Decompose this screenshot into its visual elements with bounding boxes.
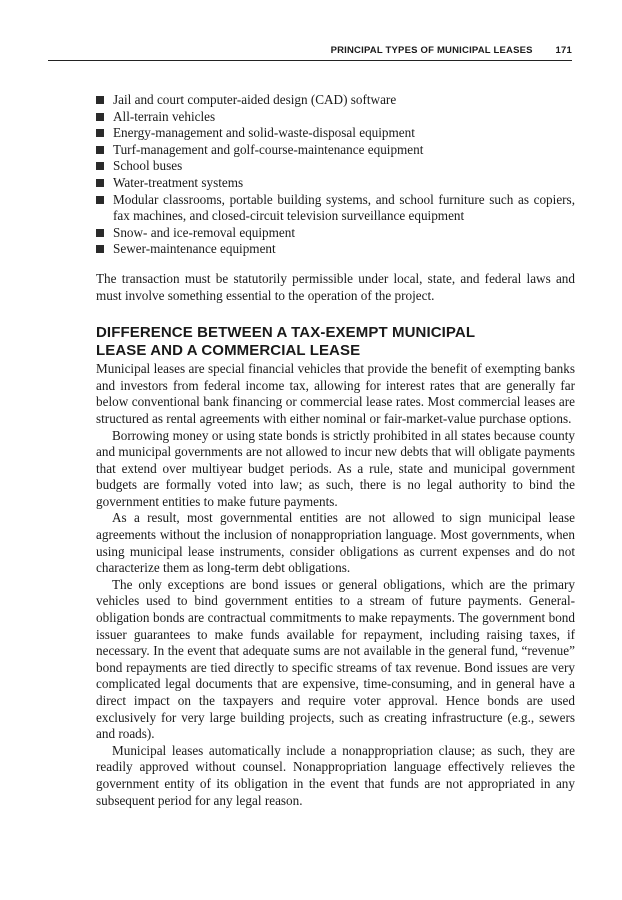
list-item: Jail and court computer-aided design (CAD) software <box>96 92 575 109</box>
section-heading: DIFFERENCE BETWEEN A TAX-EXEMPT MUNICIPAL LEASE AND A COMMERCIAL LEASE <box>96 324 475 359</box>
page-number: 171 <box>555 45 572 56</box>
body-paragraph: The only exceptions are bond issues or general obligations, which are the primary vehicles used to bind government entities to a stream of future payments. General-obligation bonds are contractual commitments to make repayments. The government bond issuer guarantees to make funds available for repayment, including raising taxes, if necessary. In the event that adequate sums are not available in the general fund, “revenue” bond repayments are tied directly to specific streams of tax revenue. Bond issues are very complicated legal documents that are expensive, time-consuming, and in general have a direct impact on the taxpayers and require voter approval. Hence bonds are used exclusively for very large building projects, such as creating infrastructure (e.g., sewers and roads). <box>96 576 575 742</box>
bullet-square-icon <box>96 113 104 121</box>
running-title: PRINCIPAL TYPES OF MUNICIPAL LEASES <box>330 45 533 56</box>
equipment-list <box>96 92 575 258</box>
bullet-square-icon <box>96 96 104 104</box>
bullet-square-icon <box>96 162 104 170</box>
body-paragraph: Municipal leases automatically include a nonappropriation clause; as such, they are readily approved without counsel. Nonappropriation language effectively relieves the government entity of its obligation in the event that funds are not appropriated in any subsequent period for any legal reason. <box>96 742 575 808</box>
list-item: School buses <box>96 158 575 175</box>
list-item: Water-treatment systems <box>96 175 575 192</box>
running-header <box>48 44 572 61</box>
intro-paragraph: The transaction must be statutorily permissible under local, state, and federal laws and must involve something essential to the operation of the project. <box>96 270 575 303</box>
list-item: Sewer-maintenance equipment <box>96 241 575 258</box>
bullet-square-icon <box>96 196 104 204</box>
list-item: All-terrain vehicles <box>96 109 575 126</box>
list-item: Turf-management and golf-course-maintenance equipment <box>96 142 575 159</box>
page-body <box>96 92 575 809</box>
bullet-square-icon <box>96 245 104 253</box>
bullet-square-icon <box>96 129 104 137</box>
bullet-square-icon <box>96 179 104 187</box>
bullet-square-icon <box>96 146 104 154</box>
list-item: Modular classrooms, portable building systems, and school furniture such as copiers, fax machines, and closed-circuit television surveillance equipment <box>96 192 575 225</box>
body-paragraph: Borrowing money or using state bonds is strictly prohibited in all states because county and municipal governments are not allowed to incur new debts that will obligate payments that extend over multiyear budget periods. As a rule, state and municipal government budgets are formally voted into law; as such, there is no legal authority to bind the government entities to make future payments. <box>96 427 575 509</box>
list-item: Energy-management and solid-waste-disposal equipment <box>96 125 575 142</box>
list-item: Snow- and ice-removal equipment <box>96 225 575 242</box>
bullet-square-icon <box>96 229 104 237</box>
body-paragraph: As a result, most governmental entities are not allowed to sign municipal lease agreements without the inclusion of nonappropriation language. Most governments, when using municipal lease instruments, consider obligations as current expenses and do not characterize them as long-term debt obligations. <box>96 510 575 576</box>
body-paragraph: Municipal leases are special financial vehicles that provide the benefit of exempting banks and investors from federal income tax, allowing for interest rates that are generally far below conventional bank financing or commercial lease rates. Most commercial leases are structured as rental agreements with either nominal or fair-market-value purchase options. <box>96 361 575 426</box>
